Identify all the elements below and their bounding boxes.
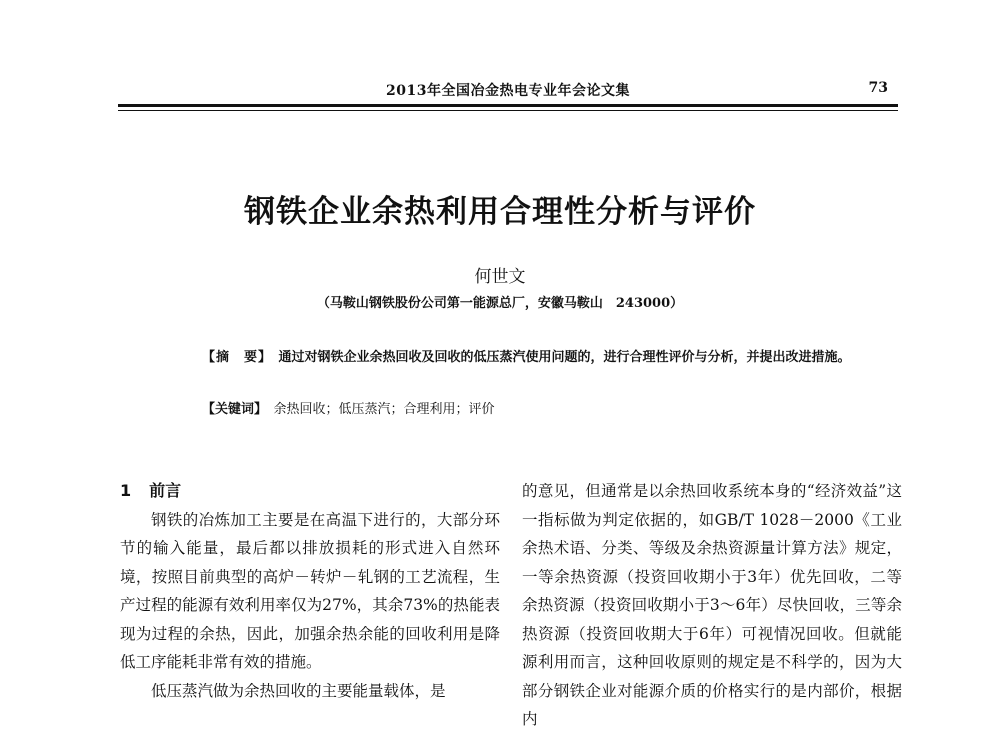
keywords-label: 【关键词】 — [202, 402, 261, 417]
running-title: 2013年全国冶金热电专业年会论文集 — [386, 83, 630, 99]
section-number: 1 — [120, 481, 132, 500]
author-affiliation: （马鞍山钢铁股份公司第一能源总厂，安徽马鞍山 243000） — [316, 296, 684, 311]
article-title: 钢铁企业余热利用合理性分析与评价 — [244, 194, 756, 230]
section-title: 前言 — [149, 481, 182, 500]
abstract-label: 【摘 要】 — [202, 350, 266, 365]
running-head — [118, 80, 898, 100]
keywords-text: 余热回收；低压蒸汽；合理利用；评价 — [273, 402, 495, 417]
abstract-text: 通过对钢铁企业余热回收及回收的低压蒸汽使用问题的，进行合理性评价与分析，并提出改进措施。 — [278, 350, 851, 365]
keywords — [202, 399, 852, 421]
body-paragraph: 低压蒸汽做为余热回收的主要能量载体，是 — [151, 681, 446, 700]
body-column-right — [522, 477, 902, 734]
section-heading — [120, 477, 500, 506]
abstract-body — [162, 347, 852, 369]
header-rule-thick — [118, 104, 898, 107]
abstract — [162, 347, 852, 369]
page-number: 73 — [868, 80, 888, 96]
body-paragraph: 钢铁的冶炼加工主要是在高温下进行的，大部分环节的输入能量，最后都以排放损耗的形式进入自然环境，按照目前典型的高炉－转炉－轧钢的工艺流程，生产过程的能源有效利用率仅为27%，其余73%的热能表现为过程的余热，因此，加强余热余能的回收利用是降低工序能耗非常有效的措施。 — [120, 510, 500, 671]
header-rule-thin — [118, 110, 898, 111]
author-name: 何世文 — [474, 267, 526, 287]
body-column-left — [120, 477, 500, 705]
body-paragraph-continued: 的意见，但通常是以余热回收系统本身的“经济效益”这一指标做为判定依据的，如GB/T 1028－2000《工业余热术语、分类、等级及余热资源量计算方法》规定，一等余热资源（投资回收期小于3年）优先回收，二等余热资源（投资回收期小于3～6年）尽快回收，三等余热资源（投资回收期大于6年）可视情况回收。但就能源利用而言，这种回收原则的规定是不科学的，因为大部分钢铁企业对能源介质的价格实行的是内部价，根据内 — [522, 482, 902, 728]
